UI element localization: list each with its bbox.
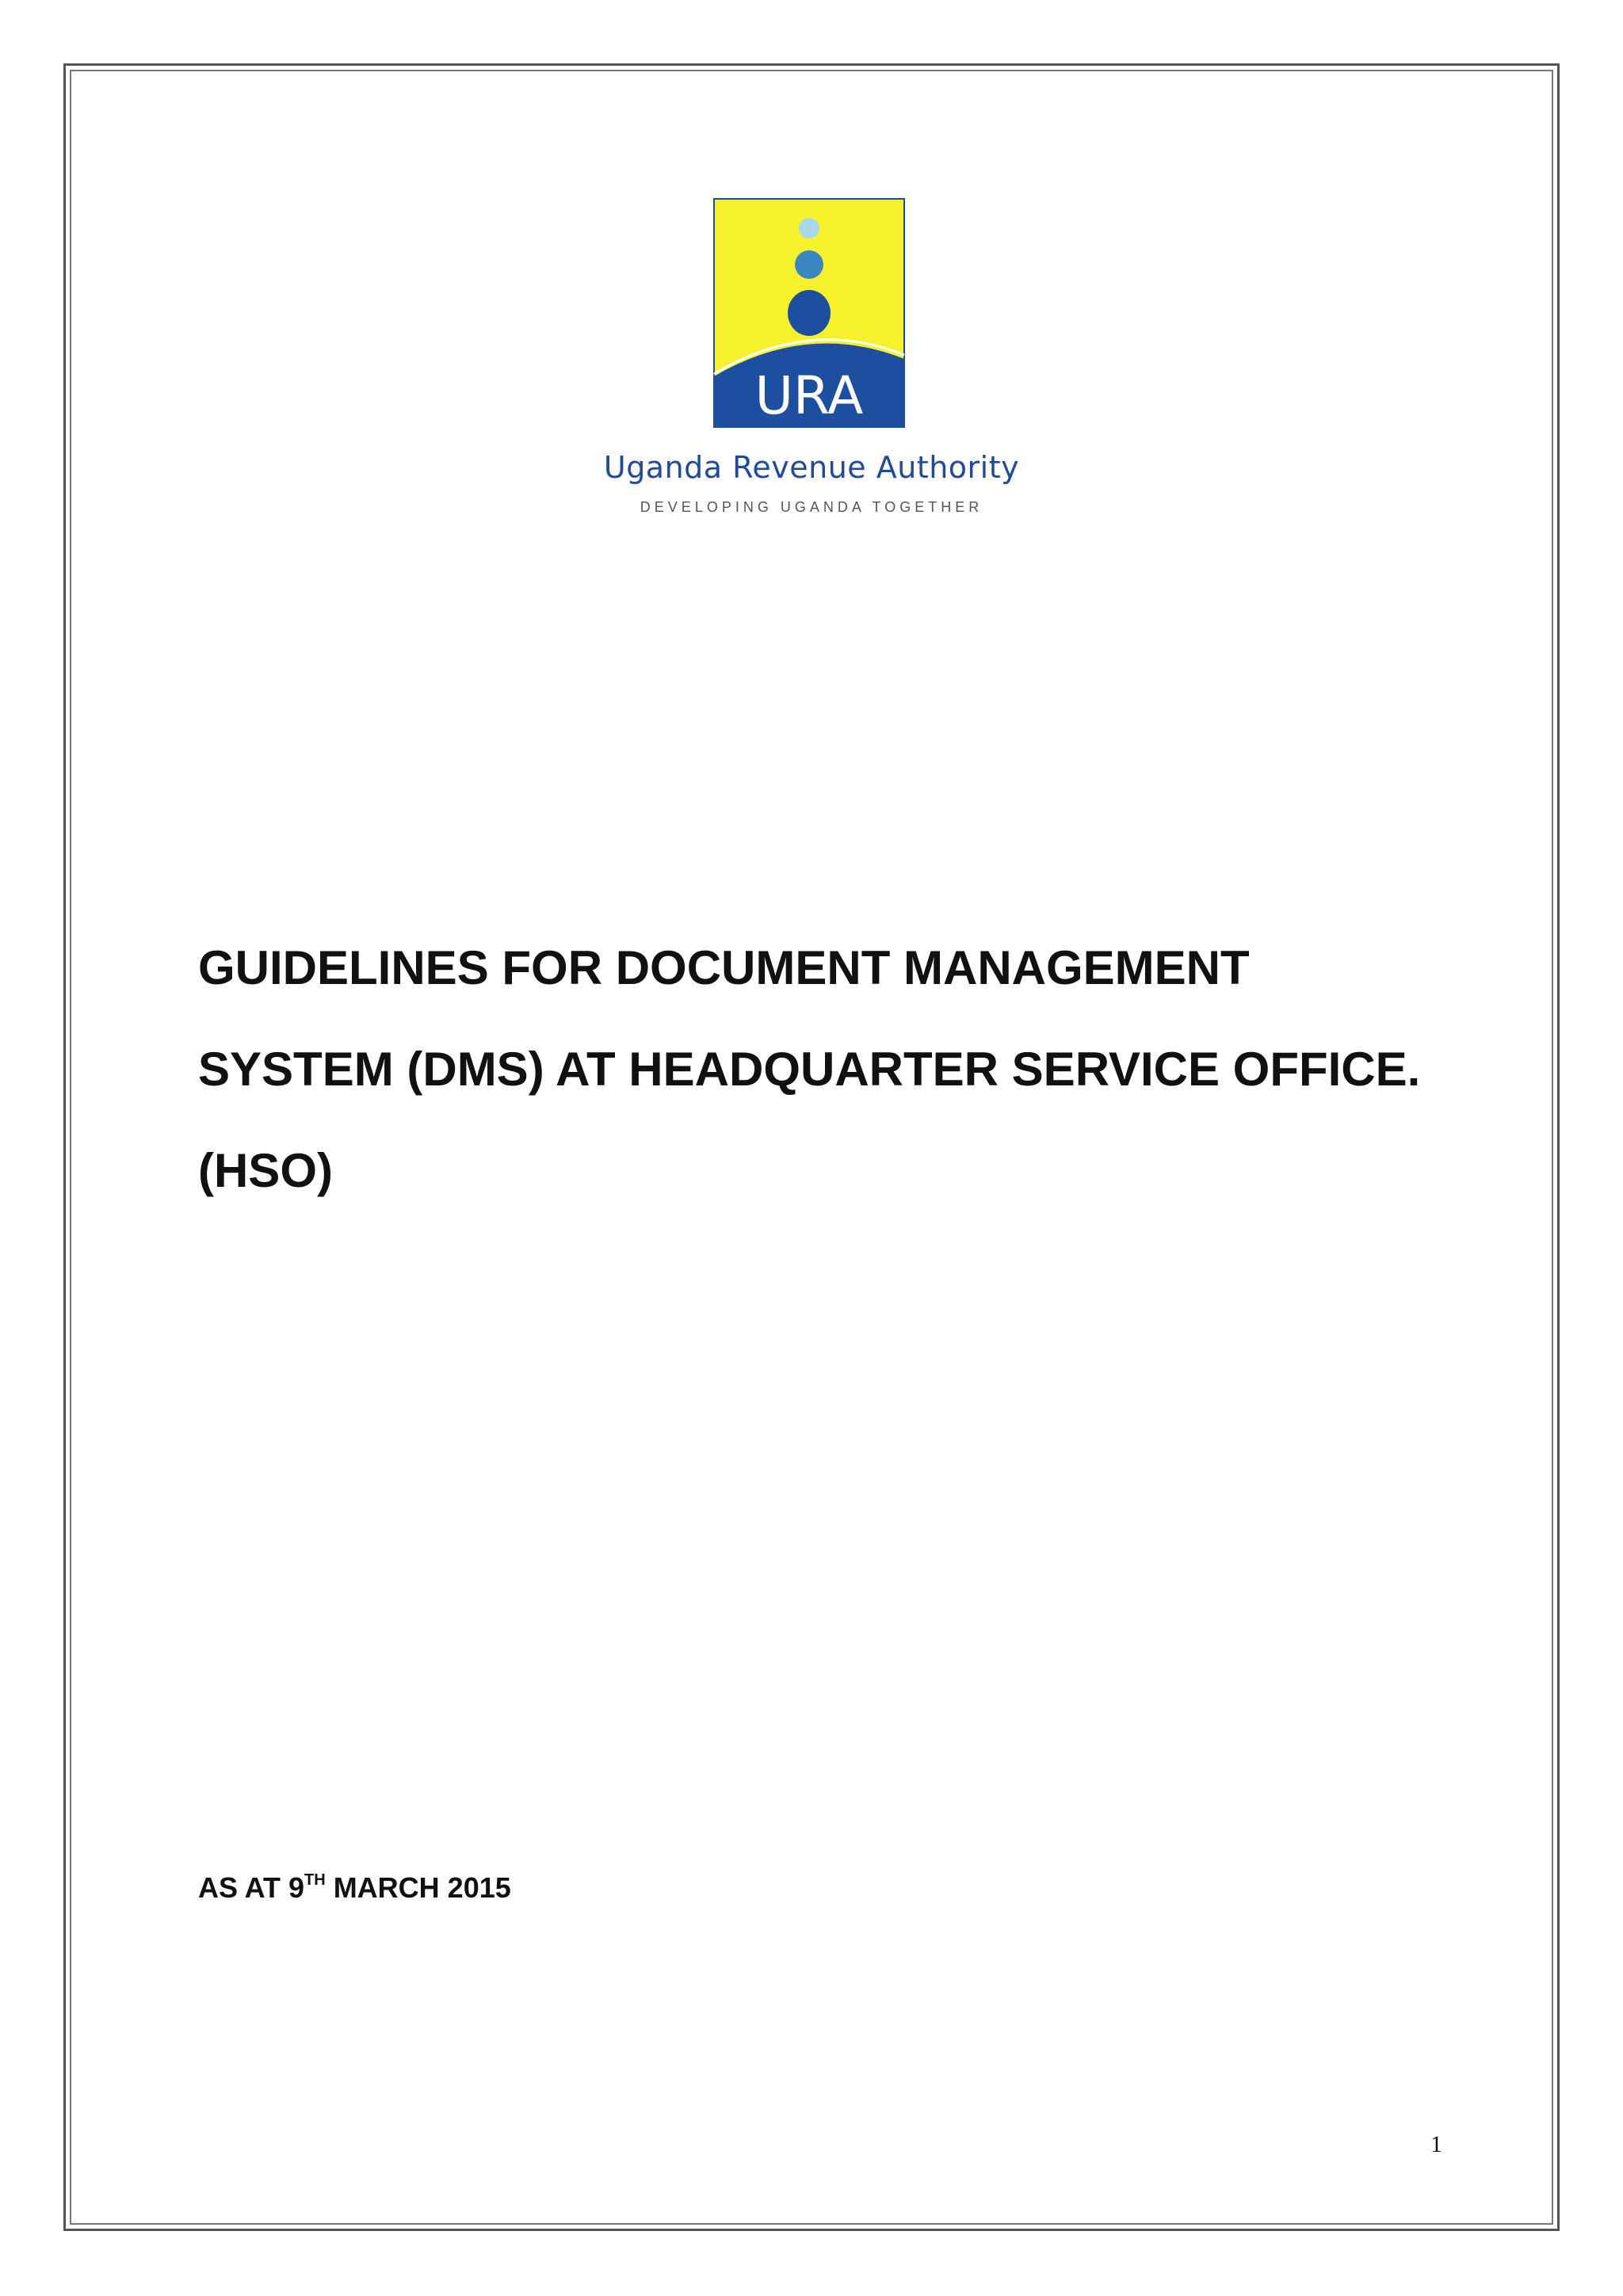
- organization-tagline: DEVELOPING UGANDA TOGETHER: [640, 499, 983, 515]
- logo-dot-small: [799, 218, 819, 238]
- date-suffix: MARCH 2015: [325, 1871, 511, 1904]
- organization-name: Uganda Revenue Authority: [603, 450, 1020, 485]
- document-date: [198, 1871, 511, 1905]
- logo-dot-large: [788, 290, 831, 336]
- document-title: GUIDELINES FOR DOCUMENT MANAGEMENT SYSTEM (DMS) AT HEADQUARTER SERVICE OFFICE.(HSO): [198, 941, 1421, 1197]
- date-prefix: AS AT 9: [198, 1871, 305, 1904]
- logo-dot-medium: [795, 250, 823, 279]
- ura-logo-graphic: [713, 198, 905, 428]
- page-number: 1: [1430, 2131, 1442, 2157]
- date-superscript: TH: [304, 1871, 326, 1889]
- logo-acronym: URA: [754, 365, 864, 426]
- ura-logo: [713, 198, 905, 428]
